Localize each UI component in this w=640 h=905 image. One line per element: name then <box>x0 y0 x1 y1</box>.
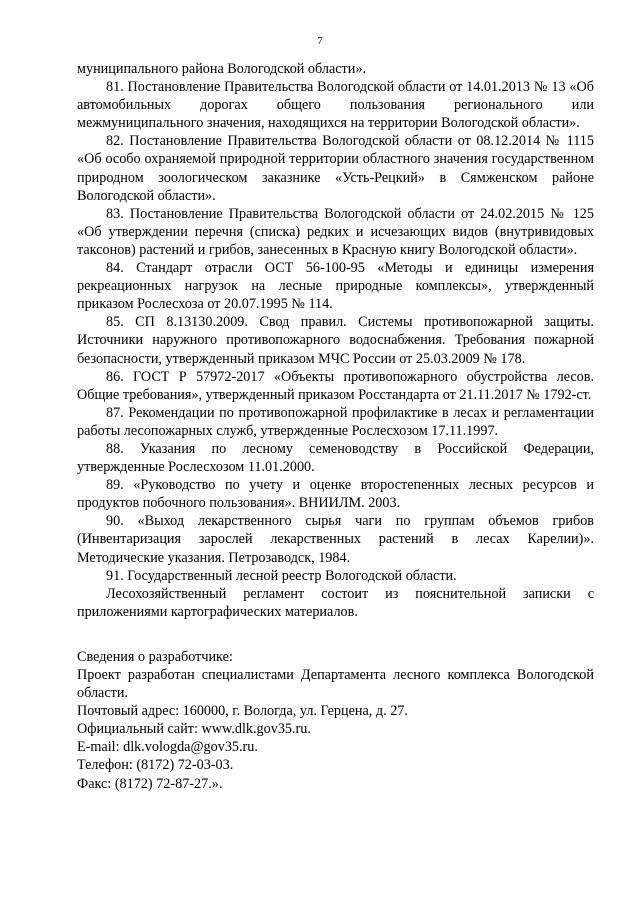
developer-address: Почтовый адрес: 160000, г. Вологда, ул. Герцена, д. 27. <box>77 703 408 720</box>
developer-fax: Факс: (8172) 72-87-27.». <box>77 775 223 792</box>
list-item-85: 85. СП 8.13130.2009. Свод правил. Системы противопожарной защиты. Источники наружного противопожарного водоснабжения. Требования пожарной безопасности, утвержденный приказом МЧС России от 25.03.2009 № 178. <box>77 314 594 367</box>
list-item-90: 90. «Выход лекарственного сырья чаги по группам объемов грибов (Инвентаризация зарослей лекарственных растений в лесах Карелии)». Методические указания. Петрозаводск, 1984. <box>77 513 594 566</box>
developer-email: E-mail: dlk.vologda@gov35.ru. <box>77 739 258 756</box>
developer-heading: Сведения о разработчике: <box>77 648 233 665</box>
list-item-83: 83. Постановление Правительства Вологодской области от 24.02.2015 № 125 «Об утверждении перечня (списка) редких и исчезающих видов (внутривидовых таксонов) растений и грибов, занесенных в Красную книгу Вологодской области». <box>77 205 594 258</box>
list-item-86: 86. ГОСТ Р 57972-2017 «Объекты противопожарного обустройства лесов. Общие требования», утвержденный приказом Росстандарта от 21.11.2017 № 1792-ст. <box>77 368 594 403</box>
list-item-89: 89. «Руководство по учету и оценке второстепенных лесных ресурсов и продуктов побочного пользования». ВНИИЛМ. 2003. <box>77 477 594 512</box>
list-item-91: 91. Государственный лесной реестр Вологодской области. <box>106 567 457 584</box>
closing-paragraph: Лесохозяйственный регламент состоит из пояснительной записки с приложениями картографических материалов. <box>77 585 594 620</box>
list-item-81: 81. Постановление Правительства Вологодской области от 14.01.2013 № 13 «Об автомобильных дорогах общего пользования регионального или межмуниципального значения, находящихся на территории Вологодской области». <box>77 79 594 132</box>
continuation-line: муниципального района Вологодской области». <box>77 61 366 77</box>
developer-project: Проект разработан специалистами Департамента лесного комплекса Вологодской области. <box>77 667 594 702</box>
list-item-82: 82. Постановление Правительства Вологодской области от 08.12.2014 № 1115 «Об особо охраняемой природной территории областного значения государственном природном зоологическом заказнике «Усть-Рецкий» в Сямженском районе Вологодской области». <box>77 133 594 204</box>
list-item-88: 88. Указания по лесному семеноводству в Российской Федерации, утвержденные Рослесхозом 11.01.2000. <box>77 440 594 476</box>
list-item-84: 84. Стандарт отрасли ОСТ 56-100-95 «Методы и единицы измерения рекреационных нагрузок на лесные природные комплексы», утвержденный приказом Рослесхоза от 20.07.1995 № 114. <box>77 260 594 313</box>
developer-site: Официальный сайт: www.dlk.gov35.ru. <box>77 721 311 738</box>
list-item-87: 87. Рекомендации по противопожарной профилактике в лесах и регламентации работы лесопожарных служб, утвержденные Рослесхозом 17.11.1997. <box>77 404 594 439</box>
section-spacer <box>77 621 594 648</box>
developer-phone: Телефон: (8172) 72-03-03. <box>77 757 234 774</box>
page-number: 7 <box>317 35 323 47</box>
document-body <box>77 60 594 793</box>
